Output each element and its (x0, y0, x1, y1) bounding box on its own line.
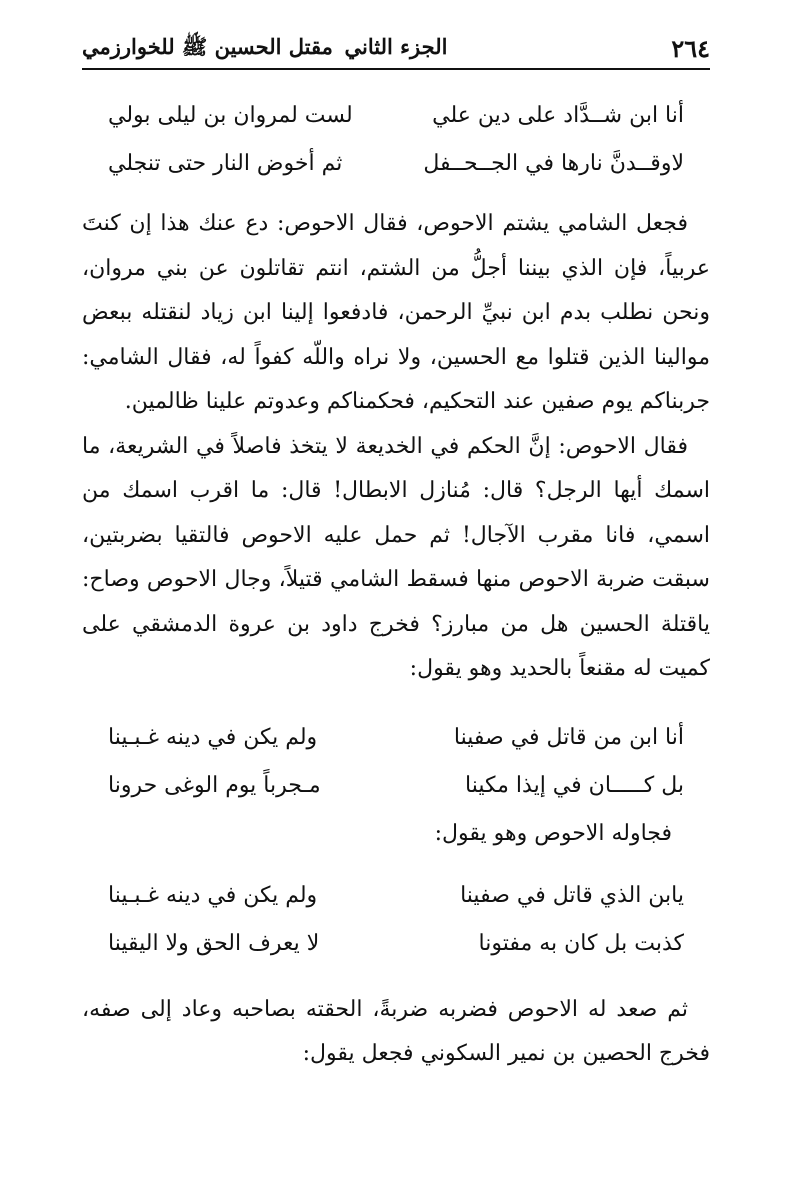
verse-hemistich-left: ولم يكن في دينه غـبـينا (108, 882, 318, 908)
verse-hemistich-right: يابن الذي قاتل في صفينا (460, 882, 684, 908)
verse-line (82, 762, 710, 810)
paragraph: فجعل الشامي يشتم الاحوص، فقال الاحوص: دع عنك هذا إن كنتَ عربياً، فإن الذي بيننا أجلُّ من الشتم، انتم تقاتلون عن بني مروان، ونحن نطلب بدم ابن نبيِّ الرحمن، فادفعوا إلينا ابن زياد لنقتله ببعض موالينا الذين قتلوا مع الحسين، ولا نراه واللّه كفواً له، فقال الشامي: جربناكم يوم صفين عند التحكيم، فحكمناكم وعدوتم علينا ظالمين. (82, 211, 710, 414)
intro-line: فجاوله الاحوص وهو يقول: (434, 820, 672, 846)
verse-block-1 (82, 92, 710, 188)
verse-hemistich-left: مـجرباً يوم الوغى حرونا (108, 772, 321, 798)
verse-line (82, 140, 710, 188)
page-header (82, 28, 710, 70)
page-number: ٢٦٤ (671, 34, 710, 63)
paragraph: فقال الاحوص: إنَّ الحكم في الخديعة لا يتخذ فاصلاً في الشريعة، ما اسمك أيها الرجل؟ قال: مُنازل الابطال! قال: ما اقرب اسمك من اسمي، فانا مقرب الآجال! ثم حمل عليه الاحوص فالتقيا بضربتين، سبقت ضربة الاحوص منها فسقط الشامي قتيلاً، وجال الاحوص وصاح: ياقتلة الحسين هل من مبارز؟ فخرج داود بن عروة الدمشقي على كميت له مقنعاً بالحديد وهو يقول: (82, 433, 710, 681)
verse-hemistich-right: بل كـــــان في إيذا مكينا (465, 772, 684, 798)
verse-hemistich-right: كذبت بل كان به مفتونا (478, 930, 684, 956)
verse-hemistich-left: ولم يكن في دينه غـبـينا (108, 724, 318, 750)
book-title: مقتل الحسين ﷺ للخوارزمي (82, 34, 333, 59)
page-content (82, 92, 710, 1077)
verse-hemistich-left: لا يعرف الحق ولا اليقينا (108, 930, 320, 956)
verse-line (82, 714, 710, 762)
prose-section-2 (82, 988, 710, 1077)
part-title: الجزء الثاني (344, 34, 448, 59)
verse-line (82, 92, 710, 140)
prose-section-1 (82, 202, 710, 692)
verse-line (82, 872, 710, 920)
verse-block-3 (82, 872, 710, 968)
verse-hemistich-left: ثم أخوض النار حتى تنجلي (108, 151, 343, 176)
verse-hemistich-right: أنا ابن شــدَّاد على دين علي (432, 103, 684, 128)
verse-block-2 (82, 714, 710, 810)
verse-hemistich-right: لاوقــدنَّ نارها في الجــحــفل (423, 151, 684, 176)
verse-hemistich-right: أنا ابن من قاتل في صفينا (453, 724, 684, 750)
paragraph: ثم صعد له الاحوص فضربه ضربةً، الحقته بصاحبه وعاد إلى صفه، فخرج الحصين بن نمير السكوني فجعل يقول: (82, 996, 710, 1066)
verse-line (82, 920, 710, 968)
verse-hemistich-left: لست لمروان بن ليلى بولي (108, 103, 353, 128)
